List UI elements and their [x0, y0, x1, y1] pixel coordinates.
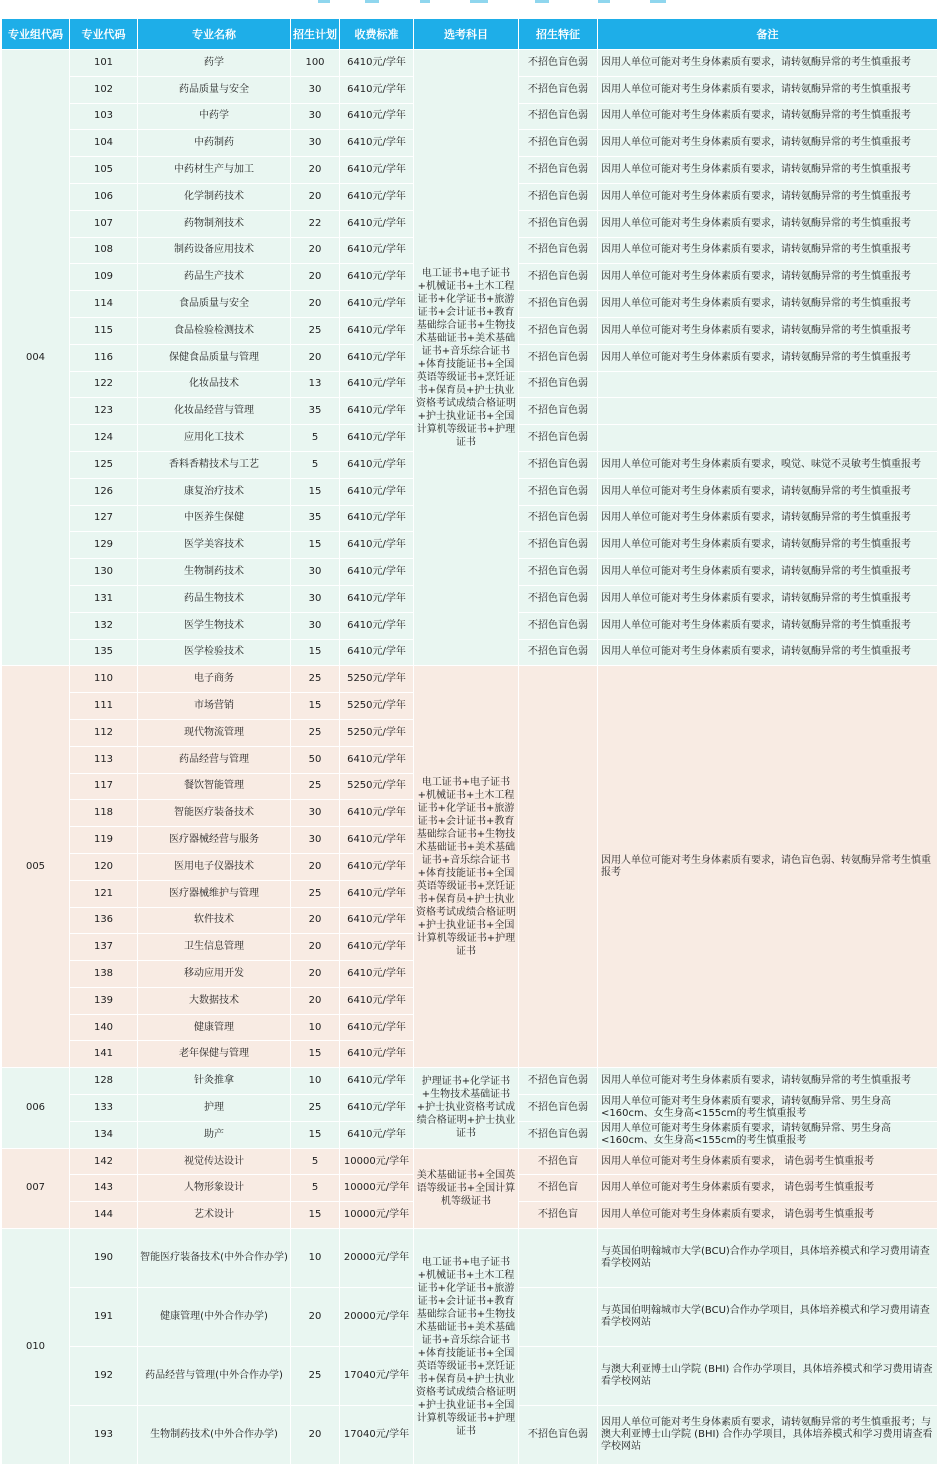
- trait: 不招色盲: [519, 1148, 598, 1175]
- major-code: 139: [70, 987, 138, 1014]
- major-name: 医学检验技术: [138, 639, 291, 666]
- plan-count: 25: [291, 1095, 340, 1122]
- major-code: 140: [70, 1014, 138, 1041]
- fee: 6410元/学年: [340, 800, 414, 827]
- major-name: 老年保健与管理: [138, 1041, 291, 1068]
- subjects: 电工证书+电子证书+机械证书+土木工程证书+化学证书+旅游证书+会计证书+教育基础综合证书+生物技术基础证书+美术基础证书+音乐综合证书+体育技能证书+全国英语等级证书+烹饪证书+保育员+护士执业资格考试成绩合格证明+护士执业证书+全国计算机等级证书+护理证书: [414, 50, 519, 666]
- major-name: 制药设备应用技术: [138, 237, 291, 264]
- plan-count: 15: [291, 1121, 340, 1148]
- subjects: 美术基础证书+全国英语等级证书+全国计算机等级证书: [414, 1148, 519, 1228]
- remark: 因用人单位可能对考生身体素质有要求，请转氨酶异常的考生慎重报考: [598, 103, 938, 130]
- plan-count: 25: [291, 719, 340, 746]
- plan-count: 20: [291, 934, 340, 961]
- fee: 6410元/学年: [340, 210, 414, 237]
- fee: 20000元/学年: [340, 1229, 414, 1288]
- fee: 17040元/学年: [340, 1347, 414, 1406]
- major-code: 136: [70, 907, 138, 934]
- admission-plan-table: [1, 18, 938, 1465]
- trait: 不招色盲: [519, 1175, 598, 1202]
- plan-count: 15: [291, 478, 340, 505]
- major-code: 134: [70, 1121, 138, 1148]
- trait: 不招色盲色弱: [519, 344, 598, 371]
- remark: 因用人单位可能对考生身体素质有要求，请转氨酶异常的考生慎重报考: [598, 505, 938, 532]
- major-code: 123: [70, 398, 138, 425]
- trait: 不招色盲色弱: [519, 478, 598, 505]
- major-code: 129: [70, 532, 138, 559]
- plan-count: 22: [291, 210, 340, 237]
- major-name: 大数据技术: [138, 987, 291, 1014]
- major-name: 生物制药技术: [138, 559, 291, 586]
- major-name: 中药制药: [138, 130, 291, 157]
- remark: 因用人单位可能对考生身体素质有要求，请转氨酶异常的考生慎重报考: [598, 210, 938, 237]
- remark: 因用人单位可能对考生身体素质有要求，请转氨酶异常的考生慎重报考: [598, 478, 938, 505]
- fee: 6410元/学年: [340, 76, 414, 103]
- trait: 不招色盲: [519, 1202, 598, 1229]
- header-row: [2, 19, 938, 50]
- fee: 6410元/学年: [340, 291, 414, 318]
- trait: [519, 1347, 598, 1406]
- plan-count: 15: [291, 693, 340, 720]
- remark: [598, 371, 938, 398]
- plan-count: 20: [291, 237, 340, 264]
- major-name: 医学美容技术: [138, 532, 291, 559]
- major-code: 122: [70, 371, 138, 398]
- remark: 因用人单位可能对考生身体素质有要求，请转氨酶异常的考生慎重报考: [598, 585, 938, 612]
- major-code: 106: [70, 183, 138, 210]
- plan-count: 30: [291, 130, 340, 157]
- major-code: 121: [70, 880, 138, 907]
- trait: 不招色盲色弱: [519, 76, 598, 103]
- group-code: 004: [2, 50, 70, 666]
- fee: 5250元/学年: [340, 693, 414, 720]
- fee: 6410元/学年: [340, 934, 414, 961]
- remark: 因用人单位可能对考生身体素质有要求，请转氨酶异常的考生慎重报考: [598, 157, 938, 184]
- major-code: 135: [70, 639, 138, 666]
- major-code: 190: [70, 1229, 138, 1288]
- table-row: [2, 666, 938, 693]
- major-code: 130: [70, 559, 138, 586]
- major-code: 191: [70, 1288, 138, 1347]
- group-code: 010: [2, 1229, 70, 1465]
- trait: [519, 1288, 598, 1347]
- plan-count: 50: [291, 746, 340, 773]
- group-code: 007: [2, 1148, 70, 1228]
- remark: 因用人单位可能对考生身体素质有要求，请色盲色弱、转氨酶异常考生慎重报考: [598, 666, 938, 1068]
- major-code: 116: [70, 344, 138, 371]
- fee: 6410元/学年: [340, 1068, 414, 1095]
- major-code: 110: [70, 666, 138, 693]
- major-code: 138: [70, 961, 138, 988]
- major-code: 193: [70, 1406, 138, 1465]
- fee: 6410元/学年: [340, 398, 414, 425]
- remark: 因用人单位可能对考生身体素质有要求，请转氨酶异常的考生慎重报考: [598, 76, 938, 103]
- major-name: 医用电子仪器技术: [138, 853, 291, 880]
- trait: 不招色盲色弱: [519, 264, 598, 291]
- major-code: 104: [70, 130, 138, 157]
- plan-count: 20: [291, 987, 340, 1014]
- fee: 6410元/学年: [340, 1121, 414, 1148]
- table-row: [2, 1068, 938, 1095]
- fee: 17040元/学年: [340, 1406, 414, 1465]
- trait: 不招色盲色弱: [519, 1121, 598, 1148]
- major-code: 117: [70, 773, 138, 800]
- fee: 20000元/学年: [340, 1288, 414, 1347]
- major-name: 医疗器械经营与服务: [138, 827, 291, 854]
- remark: 因用人单位可能对考生身体素质有要求， 请色弱考生慎重报考: [598, 1202, 938, 1229]
- trait: 不招色盲色弱: [519, 130, 598, 157]
- fee: 5250元/学年: [340, 773, 414, 800]
- remark: 因用人单位可能对考生身体素质有要求，请转氨酶异常、男生身高<160cm、女生身高<155cm的考生慎重报考: [598, 1121, 938, 1148]
- fee: 6410元/学年: [340, 1014, 414, 1041]
- fee: 6410元/学年: [340, 907, 414, 934]
- major-code: 115: [70, 317, 138, 344]
- remark: 因用人单位可能对考生身体素质有要求，请转氨酶异常的考生慎重报考: [598, 612, 938, 639]
- plan-count: 5: [291, 451, 340, 478]
- plan-count: 25: [291, 317, 340, 344]
- remark: 与澳大利亚博士山学院 (BHI) 合作办学项目，具体培养模式和学习费用请查看学校网站: [598, 1347, 938, 1406]
- plan-count: 20: [291, 853, 340, 880]
- trait: [519, 1229, 598, 1288]
- trait: 不招色盲色弱: [519, 103, 598, 130]
- major-code: 124: [70, 425, 138, 452]
- fee: 10000元/学年: [340, 1175, 414, 1202]
- remark: 因用人单位可能对考生身体素质有要求， 请色弱考生慎重报考: [598, 1148, 938, 1175]
- major-code: 143: [70, 1175, 138, 1202]
- trait: 不招色盲色弱: [519, 371, 598, 398]
- plan-count: 13: [291, 371, 340, 398]
- top-strip: [0, 0, 938, 18]
- plan-count: 100: [291, 50, 340, 77]
- fee: 10000元/学年: [340, 1148, 414, 1175]
- plan-count: 30: [291, 612, 340, 639]
- header-subjects: 选考科目: [414, 19, 519, 50]
- fee: 6410元/学年: [340, 317, 414, 344]
- major-name: 药学: [138, 50, 291, 77]
- major-name: 医学生物技术: [138, 612, 291, 639]
- fee: 10000元/学年: [340, 1202, 414, 1229]
- remark: 因用人单位可能对考生身体素质有要求，请转氨酶异常的考生慎重报考: [598, 344, 938, 371]
- table-body: [2, 50, 938, 1465]
- major-code: 132: [70, 612, 138, 639]
- major-name: 中医养生保健: [138, 505, 291, 532]
- trait: 不招色盲色弱: [519, 183, 598, 210]
- major-name: 艺术设计: [138, 1202, 291, 1229]
- trait: 不招色盲色弱: [519, 425, 598, 452]
- major-name: 医疗器械维护与管理: [138, 880, 291, 907]
- plan-count: 10: [291, 1068, 340, 1095]
- fee: 5250元/学年: [340, 666, 414, 693]
- major-name: 现代物流管理: [138, 719, 291, 746]
- remark: [598, 398, 938, 425]
- remark: 因用人单位可能对考生身体素质有要求，请转氨酶异常的考生慎重报考: [598, 183, 938, 210]
- plan-count: 20: [291, 961, 340, 988]
- plan-count: 20: [291, 264, 340, 291]
- group-code: 006: [2, 1068, 70, 1148]
- major-name: 视觉传达设计: [138, 1148, 291, 1175]
- major-name: 针灸推拿: [138, 1068, 291, 1095]
- fee: 6410元/学年: [340, 264, 414, 291]
- major-name: 化妆品技术: [138, 371, 291, 398]
- trait: 不招色盲色弱: [519, 612, 598, 639]
- remark: 因用人单位可能对考生身体素质有要求，请转氨酶异常的考生慎重报考: [598, 50, 938, 77]
- major-name: 软件技术: [138, 907, 291, 934]
- major-code: 109: [70, 264, 138, 291]
- trait: 不招色盲色弱: [519, 559, 598, 586]
- major-name: 人物形象设计: [138, 1175, 291, 1202]
- table-row: [2, 1148, 938, 1175]
- major-name: 食品检验检测技术: [138, 317, 291, 344]
- major-name: 香料香精技术与工艺: [138, 451, 291, 478]
- plan-count: 5: [291, 1175, 340, 1202]
- plan-count: 15: [291, 1041, 340, 1068]
- plan-count: 30: [291, 103, 340, 130]
- trait: 不招色盲色弱: [519, 237, 598, 264]
- plan-count: 20: [291, 157, 340, 184]
- plan-count: 25: [291, 1347, 340, 1406]
- major-name: 化妆品经营与管理: [138, 398, 291, 425]
- trait: [519, 666, 598, 1068]
- fee: 6410元/学年: [340, 478, 414, 505]
- fee: 6410元/学年: [340, 157, 414, 184]
- fee: 6410元/学年: [340, 425, 414, 452]
- trait: 不招色盲色弱: [519, 1095, 598, 1122]
- remark: 因用人单位可能对考生身体素质有要求，嗅觉、味觉不灵敏考生慎重报考: [598, 451, 938, 478]
- fee: 6410元/学年: [340, 639, 414, 666]
- trait: 不招色盲色弱: [519, 317, 598, 344]
- plan-count: 20: [291, 907, 340, 934]
- fee: 6410元/学年: [340, 1095, 414, 1122]
- fee: 6410元/学年: [340, 371, 414, 398]
- major-name: 中药学: [138, 103, 291, 130]
- plan-count: 30: [291, 76, 340, 103]
- fee: 6410元/学年: [340, 130, 414, 157]
- trait: 不招色盲色弱: [519, 585, 598, 612]
- major-code: 112: [70, 719, 138, 746]
- major-code: 105: [70, 157, 138, 184]
- fee: 6410元/学年: [340, 505, 414, 532]
- major-code: 102: [70, 76, 138, 103]
- major-code: 108: [70, 237, 138, 264]
- plan-count: 15: [291, 639, 340, 666]
- fee: 6410元/学年: [340, 183, 414, 210]
- header-plan: 招生计划: [291, 19, 340, 50]
- remark: 与英国伯明翰城市大学(BCU)合作办学项目，具体培养模式和学习费用请查看学校网站: [598, 1229, 938, 1288]
- subjects: 电工证书+电子证书+机械证书+土木工程证书+化学证书+旅游证书+会计证书+教育基础综合证书+生物技术基础证书+美术基础证书+音乐综合证书+体育技能证书+全国英语等级证书+烹饪证书+保育员+护士执业资格考试成绩合格证明+护士执业证书+全国计算机等级证书+护理证书: [414, 1229, 519, 1465]
- plan-count: 30: [291, 559, 340, 586]
- plan-count: 30: [291, 800, 340, 827]
- trait: 不招色盲色弱: [519, 505, 598, 532]
- remark: 因用人单位可能对考生身体素质有要求，请转氨酶异常的考生慎重报考: [598, 291, 938, 318]
- plan-count: 30: [291, 827, 340, 854]
- major-name: 药品生产技术: [138, 264, 291, 291]
- major-name: 智能医疗装备技术: [138, 800, 291, 827]
- remark: [598, 425, 938, 452]
- plan-count: 15: [291, 532, 340, 559]
- major-code: 113: [70, 746, 138, 773]
- major-name: 助产: [138, 1121, 291, 1148]
- plan-count: 10: [291, 1229, 340, 1288]
- fee: 6410元/学年: [340, 344, 414, 371]
- plan-count: 20: [291, 1406, 340, 1465]
- major-name: 药物制剂技术: [138, 210, 291, 237]
- major-name: 市场营销: [138, 693, 291, 720]
- major-name: 电子商务: [138, 666, 291, 693]
- trait: 不招色盲色弱: [519, 210, 598, 237]
- remark: 因用人单位可能对考生身体素质有要求，请转氨酶异常的考生慎重报考: [598, 264, 938, 291]
- major-code: 127: [70, 505, 138, 532]
- plan-count: 20: [291, 183, 340, 210]
- major-code: 114: [70, 291, 138, 318]
- plan-count: 10: [291, 1014, 340, 1041]
- plan-count: 30: [291, 585, 340, 612]
- remark: 与英国伯明翰城市大学(BCU)合作办学项目，具体培养模式和学习费用请查看学校网站: [598, 1288, 938, 1347]
- header-major-code: 专业代码: [70, 19, 138, 50]
- header-trait: 招生特征: [519, 19, 598, 50]
- fee: 6410元/学年: [340, 827, 414, 854]
- major-name: 药品经营与管理: [138, 746, 291, 773]
- major-code: 144: [70, 1202, 138, 1229]
- major-name: 保健食品质量与管理: [138, 344, 291, 371]
- fee: 6410元/学年: [340, 585, 414, 612]
- remark: 因用人单位可能对考生身体素质有要求，请转氨酶异常的考生慎重报考: [598, 639, 938, 666]
- fee: 6410元/学年: [340, 987, 414, 1014]
- remark: 因用人单位可能对考生身体素质有要求，请转氨酶异常的考生慎重报考: [598, 532, 938, 559]
- header-major-name: 专业名称: [138, 19, 291, 50]
- plan-count: 5: [291, 425, 340, 452]
- plan-count: 25: [291, 880, 340, 907]
- remark: 因用人单位可能对考生身体素质有要求，请转氨酶异常的考生慎重报考: [598, 130, 938, 157]
- major-code: 125: [70, 451, 138, 478]
- plan-count: 5: [291, 1148, 340, 1175]
- fee: 6410元/学年: [340, 532, 414, 559]
- fee: 5250元/学年: [340, 719, 414, 746]
- fee: 6410元/学年: [340, 50, 414, 77]
- major-code: 141: [70, 1041, 138, 1068]
- plan-count: 25: [291, 773, 340, 800]
- major-name: 食品质量与安全: [138, 291, 291, 318]
- remark: 因用人单位可能对考生身体素质有要求，请转氨酶异常的考生慎重报考: [598, 559, 938, 586]
- major-name: 健康管理(中外合作办学): [138, 1288, 291, 1347]
- major-code: 133: [70, 1095, 138, 1122]
- major-code: 119: [70, 827, 138, 854]
- remark: 因用人单位可能对考生身体素质有要求，请转氨酶异常的考生慎重报考: [598, 1068, 938, 1095]
- trait: 不招色盲色弱: [519, 291, 598, 318]
- major-name: 智能医疗装备技术(中外合作办学): [138, 1229, 291, 1288]
- major-name: 化学制药技术: [138, 183, 291, 210]
- fee: 6410元/学年: [340, 103, 414, 130]
- header-group-code: 专业组代码: [2, 19, 70, 50]
- fee: 6410元/学年: [340, 559, 414, 586]
- table-row: [2, 50, 938, 77]
- fee: 6410元/学年: [340, 853, 414, 880]
- major-name: 生物制药技术(中外合作办学): [138, 1406, 291, 1465]
- major-code: 128: [70, 1068, 138, 1095]
- major-name: 移动应用开发: [138, 961, 291, 988]
- major-code: 142: [70, 1148, 138, 1175]
- trait: 不招色盲色弱: [519, 50, 598, 77]
- remark: 因用人单位可能对考生身体素质有要求，请转氨酶异常、男生身高<160cm、女生身高<155cm的考生慎重报考: [598, 1095, 938, 1122]
- major-code: 111: [70, 693, 138, 720]
- plan-count: 35: [291, 505, 340, 532]
- trait: 不招色盲色弱: [519, 1068, 598, 1095]
- major-code: 192: [70, 1347, 138, 1406]
- plan-count: 15: [291, 1202, 340, 1229]
- header-fee: 收费标准: [340, 19, 414, 50]
- fee: 6410元/学年: [340, 961, 414, 988]
- fee: 6410元/学年: [340, 612, 414, 639]
- trait: 不招色盲色弱: [519, 157, 598, 184]
- major-code: 126: [70, 478, 138, 505]
- major-name: 中药材生产与加工: [138, 157, 291, 184]
- major-code: 118: [70, 800, 138, 827]
- fee: 6410元/学年: [340, 1041, 414, 1068]
- major-name: 应用化工技术: [138, 425, 291, 452]
- trait: 不招色盲色弱: [519, 451, 598, 478]
- table-row: [2, 1229, 938, 1288]
- header-remark: 备注: [598, 19, 938, 50]
- major-code: 103: [70, 103, 138, 130]
- fee: 6410元/学年: [340, 746, 414, 773]
- major-name: 康复治疗技术: [138, 478, 291, 505]
- major-code: 131: [70, 585, 138, 612]
- subjects: 电工证书+电子证书+机械证书+土木工程证书+化学证书+旅游证书+会计证书+教育基础综合证书+生物技术基础证书+美术基础证书+音乐综合证书+体育技能证书+全国英语等级证书+烹饪证书+保育员+护士执业资格考试成绩合格证明+护士执业证书+全国计算机等级证书+护理证书: [414, 666, 519, 1068]
- remark: 因用人单位可能对考生身体素质有要求， 请色弱考生慎重报考: [598, 1175, 938, 1202]
- plan-count: 35: [291, 398, 340, 425]
- group-code: 005: [2, 666, 70, 1068]
- major-code: 101: [70, 50, 138, 77]
- fee: 6410元/学年: [340, 880, 414, 907]
- remark: 因用人单位可能对考生身体素质有要求，请转氨酶异常的考生慎重报考；与澳大利亚博士山学院 (BHI) 合作办学项目，具体培养模式和学习费用请查看学校网站: [598, 1406, 938, 1465]
- fee: 6410元/学年: [340, 237, 414, 264]
- plan-count: 20: [291, 1288, 340, 1347]
- trait: 不招色盲色弱: [519, 532, 598, 559]
- major-name: 健康管理: [138, 1014, 291, 1041]
- trait: 不招色盲色弱: [519, 398, 598, 425]
- major-name: 药品生物技术: [138, 585, 291, 612]
- plan-count: 25: [291, 666, 340, 693]
- subjects: 护理证书+化学证书+生物技术基础证书+护士执业资格考试成绩合格证明+护士执业证书: [414, 1068, 519, 1148]
- fee: 6410元/学年: [340, 451, 414, 478]
- major-name: 卫生信息管理: [138, 934, 291, 961]
- major-name: 药品质量与安全: [138, 76, 291, 103]
- major-name: 药品经营与管理(中外合作办学): [138, 1347, 291, 1406]
- trait: 不招色盲色弱: [519, 639, 598, 666]
- plan-count: 20: [291, 291, 340, 318]
- plan-count: 20: [291, 344, 340, 371]
- major-code: 120: [70, 853, 138, 880]
- major-code: 137: [70, 934, 138, 961]
- major-name: 餐饮智能管理: [138, 773, 291, 800]
- major-code: 107: [70, 210, 138, 237]
- major-name: 护理: [138, 1095, 291, 1122]
- remark: 因用人单位可能对考生身体素质有要求，请转氨酶异常的考生慎重报考: [598, 237, 938, 264]
- trait: 不招色盲色弱: [519, 1406, 598, 1465]
- remark: 因用人单位可能对考生身体素质有要求，请转氨酶异常的考生慎重报考: [598, 317, 938, 344]
